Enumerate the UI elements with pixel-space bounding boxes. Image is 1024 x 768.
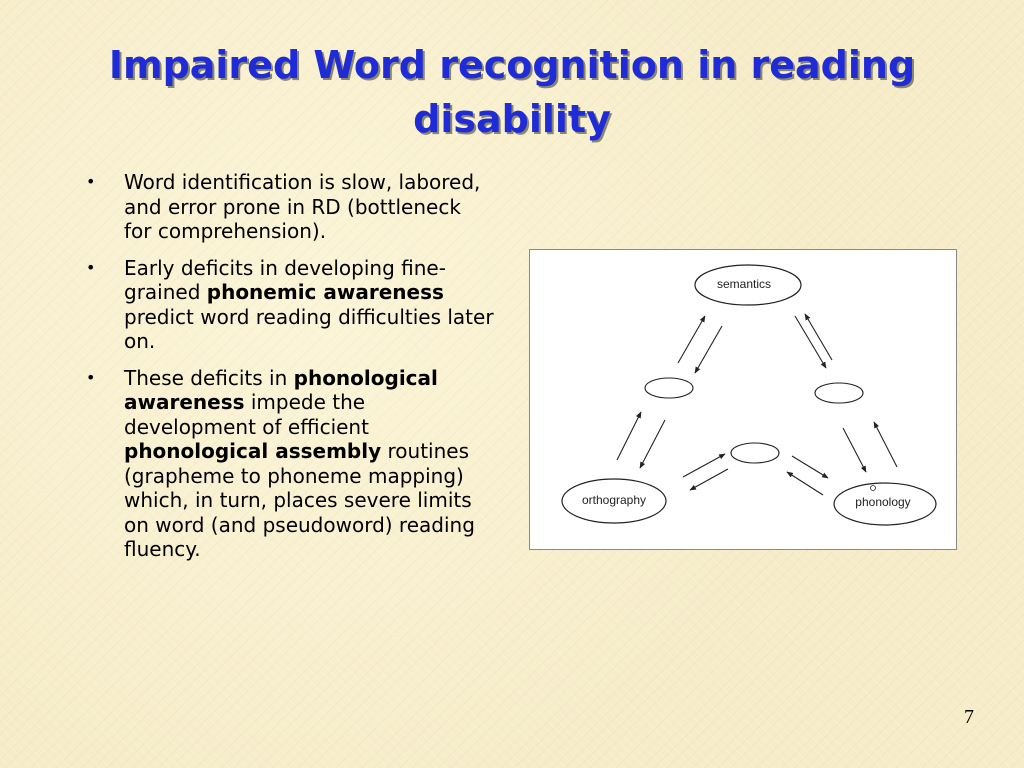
bullet-text-run: Word identification is slow, labored, and error prone in RD (bottleneck for comprehension). (124, 170, 481, 243)
arrow-hidden-to-semantics-right (805, 314, 832, 360)
arrow-hidden-to-orthography-bottom (690, 469, 728, 490)
bullet-emphasis: phonemic awareness (206, 280, 444, 304)
arrow-orthography-to-hidden-left (617, 412, 641, 460)
arrow-hidden-to-phonology-right (843, 428, 866, 472)
arrow-phonology-to-hidden-right (874, 422, 897, 467)
bullet-text-run: Early deficits in developing fine-grained (124, 255, 446, 304)
diagram-canvas (530, 250, 956, 549)
hidden-unit-right-node (815, 383, 863, 403)
orthography-label: orthography (581, 493, 647, 507)
bullet-dot: • (86, 257, 96, 277)
bullet-item (84, 366, 494, 562)
bullet-dot: • (86, 367, 96, 387)
arrow-hidden-to-orthography-left (640, 420, 665, 468)
phonology-label: phonology (855, 495, 911, 509)
hidden-unit-left-node (645, 378, 693, 398)
arrow-phonology-to-hidden-bottom (787, 472, 823, 495)
bullet-list (84, 170, 494, 574)
bullet-text-run: routines (grapheme to phoneme mapping) which, in turn, places severe limits on word (and pseudoword) reading fluency. (124, 439, 475, 561)
bullet-dot: • (86, 172, 96, 191)
page-number: 7 (964, 706, 974, 728)
bullet-text (124, 256, 494, 354)
bullet-emphasis: phonological awareness (124, 365, 438, 414)
bullet-item (84, 256, 494, 354)
arrow-hidden-to-semantics-left (678, 316, 705, 363)
arrow-semantics-to-hidden-left (695, 326, 722, 373)
bullet-text-run: impede the development of efficient (124, 390, 369, 439)
hidden-unit-bottom-node (731, 443, 779, 463)
slide-title: Impaired Word recognition in reading disability (108, 43, 916, 141)
bullet-emphasis: phonological assembly (124, 439, 382, 463)
bullet-text-run: predict word reading difficulties later on. (124, 304, 494, 353)
bullet-text (124, 170, 480, 243)
bullet-text (124, 366, 475, 562)
bullet-text-run: These deficits in (124, 365, 294, 390)
arrow-hidden-to-phonology-bottom (792, 456, 828, 478)
bullet-item (84, 170, 494, 244)
triangle-model-diagram (529, 249, 957, 550)
semantics-label: semantics (716, 277, 772, 291)
